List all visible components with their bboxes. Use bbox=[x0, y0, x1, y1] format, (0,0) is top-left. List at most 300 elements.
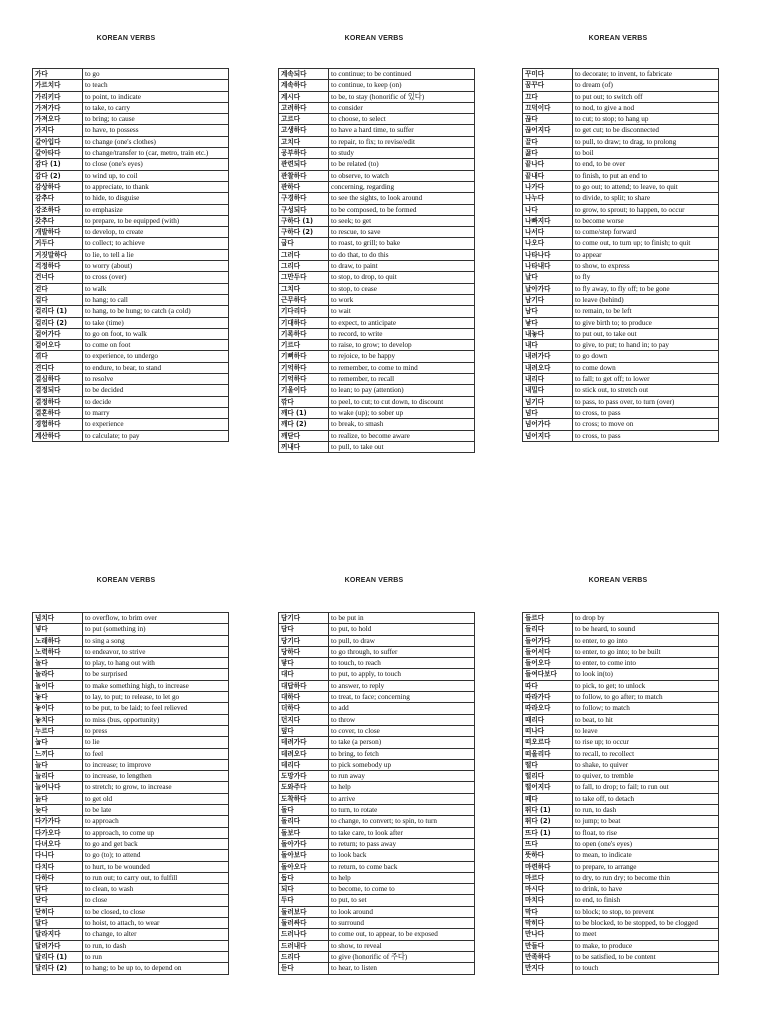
table-row bbox=[279, 261, 475, 272]
panel-6 bbox=[522, 574, 714, 1024]
table-row bbox=[33, 351, 229, 362]
korean-verb: 내밀다 bbox=[523, 385, 573, 396]
table-row bbox=[523, 646, 719, 657]
table-row bbox=[33, 102, 229, 113]
table-row bbox=[279, 407, 475, 418]
table-row bbox=[33, 838, 229, 849]
korean-verb: 놓치다 bbox=[33, 714, 83, 725]
english-meaning: to make, to produce bbox=[573, 940, 719, 951]
table-row bbox=[33, 635, 229, 646]
english-meaning: to hang; to be up to, to depend on bbox=[83, 963, 229, 974]
english-meaning: to endure, to bear, to stand bbox=[83, 362, 229, 373]
english-meaning: to be surprised bbox=[83, 669, 229, 680]
table-row bbox=[523, 204, 719, 215]
korean-verb: 그만두다 bbox=[279, 272, 329, 283]
table-row bbox=[33, 294, 229, 305]
english-meaning: to prepare, to be equipped (with) bbox=[83, 215, 229, 226]
korean-verb: 감추다 bbox=[33, 193, 83, 204]
korean-verb: 기르다 bbox=[279, 340, 329, 351]
korean-verb: 감다 (2) bbox=[33, 170, 83, 181]
table-row bbox=[279, 680, 475, 691]
table-row bbox=[279, 940, 475, 951]
korean-verb: 걸리다 (1) bbox=[33, 306, 83, 317]
korean-verb: 도와주다 bbox=[279, 782, 329, 793]
korean-verb: 거두다 bbox=[33, 238, 83, 249]
korean-verb: 나빠지다 bbox=[523, 215, 573, 226]
table-row bbox=[279, 283, 475, 294]
table-row bbox=[33, 385, 229, 396]
table-row bbox=[279, 737, 475, 748]
korean-verb: 그치다 bbox=[279, 283, 329, 294]
english-meaning: to remember, to recall bbox=[329, 374, 475, 385]
korean-verb: 늦다 bbox=[33, 805, 83, 816]
english-meaning: to rescue, to save bbox=[329, 227, 475, 238]
english-meaning: to grow, to sprout; to happen, to occur bbox=[573, 204, 719, 215]
korean-verb: 따라가다 bbox=[523, 692, 573, 703]
korean-verb: 걸어가다 bbox=[33, 328, 83, 339]
english-meaning: to nod, to give a nod bbox=[573, 102, 719, 113]
english-meaning: to meet bbox=[573, 929, 719, 940]
english-meaning: to put out; to switch off bbox=[573, 91, 719, 102]
korean-verb: 나다 bbox=[523, 204, 573, 215]
english-meaning: to be composed, to be formed bbox=[329, 204, 475, 215]
english-meaning: to look in(to) bbox=[573, 669, 719, 680]
korean-verb: 기억하다 bbox=[279, 362, 329, 373]
table-row bbox=[33, 136, 229, 147]
english-meaning: to come on foot bbox=[83, 340, 229, 351]
table-row bbox=[523, 80, 719, 91]
english-meaning: to dry, to run dry; to become thin bbox=[573, 872, 719, 883]
table-row bbox=[523, 918, 719, 929]
table-row bbox=[279, 918, 475, 929]
table-row bbox=[279, 805, 475, 816]
table-row bbox=[279, 204, 475, 215]
korean-verb: 데려오다 bbox=[279, 748, 329, 759]
table-row bbox=[279, 816, 475, 827]
korean-verb: 가져가다 bbox=[33, 102, 83, 113]
table-row bbox=[279, 374, 475, 385]
english-meaning: to work bbox=[329, 294, 475, 305]
table-row bbox=[523, 102, 719, 113]
korean-verb: 결정하다 bbox=[33, 396, 83, 407]
english-meaning: to enter, to go into bbox=[573, 635, 719, 646]
korean-verb: 날다 bbox=[523, 272, 573, 283]
table-row bbox=[279, 725, 475, 736]
korean-verb: 데리다 bbox=[279, 759, 329, 770]
table-row bbox=[279, 613, 475, 624]
english-meaning: to wake (up); to sober up bbox=[329, 407, 475, 418]
english-meaning: to hang; to call bbox=[83, 294, 229, 305]
table-row bbox=[33, 430, 229, 441]
english-meaning: to have, to possess bbox=[83, 125, 229, 136]
korean-verb: 기록하다 bbox=[279, 328, 329, 339]
table-row bbox=[279, 91, 475, 102]
english-meaning: to lie, to tell a lie bbox=[83, 249, 229, 260]
english-meaning: to be heard, to sound bbox=[573, 624, 719, 635]
korean-verb: 꿈꾸다 bbox=[523, 80, 573, 91]
table-row bbox=[523, 340, 719, 351]
korean-verb: 고치다 bbox=[279, 136, 329, 147]
table-row bbox=[279, 80, 475, 91]
table-row bbox=[33, 181, 229, 192]
korean-verb: 겪다 bbox=[33, 351, 83, 362]
table-row bbox=[33, 737, 229, 748]
english-meaning: to take off, to detach bbox=[573, 793, 719, 804]
english-meaning: to go through, to suffer bbox=[329, 646, 475, 657]
table-row bbox=[523, 215, 719, 226]
korean-verb: 들어오다 bbox=[523, 658, 573, 669]
korean-verb: 걷다 bbox=[33, 283, 83, 294]
korean-verb: 놀다 bbox=[33, 658, 83, 669]
korean-verb: 그리다 bbox=[279, 261, 329, 272]
korean-verb: 남기다 bbox=[523, 294, 573, 305]
table-row bbox=[523, 407, 719, 418]
english-meaning: to become worse bbox=[573, 215, 719, 226]
table-row bbox=[279, 884, 475, 895]
english-meaning: to drink, to have bbox=[573, 884, 719, 895]
korean-verb: 가지다 bbox=[33, 125, 83, 136]
korean-verb: 강조하다 bbox=[33, 204, 83, 215]
table-row bbox=[33, 963, 229, 974]
korean-verb: 떠올리다 bbox=[523, 748, 573, 759]
korean-verb: 근무하다 bbox=[279, 294, 329, 305]
table-row bbox=[523, 951, 719, 962]
english-meaning: to stop, to cease bbox=[329, 283, 475, 294]
english-meaning: to roast, to grill; to bake bbox=[329, 238, 475, 249]
table-row bbox=[523, 419, 719, 430]
table-row bbox=[523, 193, 719, 204]
english-meaning: to run out; to carry out, to fulfill bbox=[83, 872, 229, 883]
english-meaning: to consider bbox=[329, 102, 475, 113]
table-row bbox=[523, 385, 719, 396]
korean-verb: 깨다 (1) bbox=[279, 407, 329, 418]
english-meaning: to rise up; to occur bbox=[573, 737, 719, 748]
panel-4 bbox=[32, 574, 220, 1024]
korean-verb: 끝나다 bbox=[523, 159, 573, 170]
english-meaning: to marry bbox=[83, 407, 229, 418]
korean-verb: 내려오다 bbox=[523, 362, 573, 373]
korean-verb: 뜻하다 bbox=[523, 850, 573, 861]
korean-verb: 그러다 bbox=[279, 249, 329, 260]
korean-verb: 드리다 bbox=[279, 951, 329, 962]
table-row bbox=[33, 204, 229, 215]
table-row bbox=[279, 215, 475, 226]
korean-verb: 담기다 bbox=[279, 613, 329, 624]
table-row bbox=[523, 261, 719, 272]
korean-verb: 다녀오다 bbox=[33, 838, 83, 849]
english-meaning: to give (honorific of 주다) bbox=[329, 951, 475, 962]
korean-verb: 가져오다 bbox=[33, 114, 83, 125]
table-row bbox=[523, 635, 719, 646]
english-meaning: to take (time) bbox=[83, 317, 229, 328]
table-row bbox=[523, 906, 719, 917]
english-meaning: to approach, to come up bbox=[83, 827, 229, 838]
table-row bbox=[33, 827, 229, 838]
english-meaning: to cover, to close bbox=[329, 725, 475, 736]
korean-verb: 따라오다 bbox=[523, 703, 573, 714]
table-row bbox=[523, 838, 719, 849]
korean-verb: 기다리다 bbox=[279, 306, 329, 317]
table-row bbox=[33, 816, 229, 827]
table-row bbox=[33, 929, 229, 940]
korean-verb: 던지다 bbox=[279, 714, 329, 725]
english-meaning: to press bbox=[83, 725, 229, 736]
english-meaning: to enter, to go into; to be built bbox=[573, 646, 719, 657]
korean-verb: 다가가다 bbox=[33, 816, 83, 827]
table-row bbox=[279, 351, 475, 362]
english-meaning: to repair, to fix; to revise/edit bbox=[329, 136, 475, 147]
english-meaning: to arrive bbox=[329, 793, 475, 804]
table-row bbox=[279, 895, 475, 906]
english-meaning: to add bbox=[329, 703, 475, 714]
table-row bbox=[33, 850, 229, 861]
korean-verb: 다가오다 bbox=[33, 827, 83, 838]
table-row bbox=[279, 249, 475, 260]
korean-verb: 낳다 bbox=[523, 317, 573, 328]
panel-5 bbox=[278, 574, 470, 1024]
english-meaning: to be satisfied, to be content bbox=[573, 951, 719, 962]
table-row bbox=[523, 940, 719, 951]
korean-verb: 내다 bbox=[523, 340, 573, 351]
table-row bbox=[523, 929, 719, 940]
english-meaning: to peel, to cut; to cut down, to discount bbox=[329, 396, 475, 407]
table-row bbox=[33, 317, 229, 328]
english-meaning: to divide, to split; to share bbox=[573, 193, 719, 204]
korean-verb: 당하다 bbox=[279, 646, 329, 657]
korean-verb: 마치다 bbox=[523, 895, 573, 906]
table-row bbox=[523, 294, 719, 305]
korean-verb: 넘기다 bbox=[523, 396, 573, 407]
table-row bbox=[279, 771, 475, 782]
table-row bbox=[279, 624, 475, 635]
table-row bbox=[33, 227, 229, 238]
table-row bbox=[279, 272, 475, 283]
table-row bbox=[523, 850, 719, 861]
korean-verb: 달다 bbox=[33, 918, 83, 929]
table-row bbox=[523, 362, 719, 373]
korean-verb: 들여다보다 bbox=[523, 669, 573, 680]
english-meaning: to break, to smash bbox=[329, 419, 475, 430]
korean-verb: 결정되다 bbox=[33, 385, 83, 396]
korean-verb: 만들다 bbox=[523, 940, 573, 951]
korean-verb: 끊다 bbox=[523, 114, 573, 125]
english-meaning: to float, to rise bbox=[573, 827, 719, 838]
korean-verb: 놓다 bbox=[33, 692, 83, 703]
english-meaning: to boil bbox=[573, 148, 719, 159]
table-row bbox=[279, 193, 475, 204]
table-row bbox=[33, 725, 229, 736]
english-meaning: to increase, to lengthen bbox=[83, 771, 229, 782]
english-meaning: to come out, to appear, to be exposed bbox=[329, 929, 475, 940]
english-meaning: to pull, to draw; to drag, to prolong bbox=[573, 136, 719, 147]
korean-verb: 끄덕이다 bbox=[523, 102, 573, 113]
table-row bbox=[279, 872, 475, 883]
english-meaning: to run bbox=[83, 951, 229, 962]
korean-verb: 관하다 bbox=[279, 181, 329, 192]
table-row bbox=[523, 170, 719, 181]
english-meaning: to be blocked, to be stopped, to be clogged bbox=[573, 918, 719, 929]
table-row bbox=[33, 91, 229, 102]
english-meaning: to realize, to become aware bbox=[329, 430, 475, 441]
korean-verb: 도착하다 bbox=[279, 793, 329, 804]
verb-table bbox=[32, 68, 229, 442]
english-meaning: to cross, to pass bbox=[573, 430, 719, 441]
english-meaning: to show, to reveal bbox=[329, 940, 475, 951]
english-meaning: to rejoice, to be happy bbox=[329, 351, 475, 362]
korean-verb: 마르다 bbox=[523, 872, 573, 883]
table-row bbox=[279, 861, 475, 872]
english-meaning: to become, to come to bbox=[329, 884, 475, 895]
korean-verb: 나서다 bbox=[523, 227, 573, 238]
english-meaning: to take (a person) bbox=[329, 737, 475, 748]
english-meaning: to fall; to get off; to lower bbox=[573, 374, 719, 385]
english-meaning: to continue; to be continued bbox=[329, 69, 475, 80]
english-meaning: to approach bbox=[83, 816, 229, 827]
korean-verb: 계속하다 bbox=[279, 80, 329, 91]
korean-verb: 넣다 bbox=[33, 624, 83, 635]
table-row bbox=[33, 148, 229, 159]
table-row bbox=[279, 793, 475, 804]
english-meaning: to take, to carry bbox=[83, 102, 229, 113]
english-meaning: to dream (of) bbox=[573, 80, 719, 91]
korean-verb: 느끼다 bbox=[33, 748, 83, 759]
korean-verb: 대하다 bbox=[279, 692, 329, 703]
table-row bbox=[279, 328, 475, 339]
english-meaning: to show, to express bbox=[573, 261, 719, 272]
english-meaning: to give, to put; to hand in; to pay bbox=[573, 340, 719, 351]
korean-verb: 돌아가다 bbox=[279, 838, 329, 849]
english-meaning: to block; to stop, to prevent bbox=[573, 906, 719, 917]
english-meaning: to feel bbox=[83, 748, 229, 759]
english-meaning: to hide, to disguise bbox=[83, 193, 229, 204]
korean-verb: 감다 (1) bbox=[33, 159, 83, 170]
table-row bbox=[33, 624, 229, 635]
table-row bbox=[33, 669, 229, 680]
korean-verb: 기울이다 bbox=[279, 385, 329, 396]
verb-table bbox=[522, 68, 719, 442]
table-row bbox=[279, 951, 475, 962]
korean-verb: 따다 bbox=[523, 680, 573, 691]
korean-verb: 돕다 bbox=[279, 872, 329, 883]
english-meaning: to come out, to turn up; to finish; to quit bbox=[573, 238, 719, 249]
table-row bbox=[33, 362, 229, 373]
verb-table bbox=[278, 68, 475, 453]
table-row bbox=[523, 430, 719, 441]
english-meaning: to drop by bbox=[573, 613, 719, 624]
english-meaning: to follow; to match bbox=[573, 703, 719, 714]
korean-verb: 떨리다 bbox=[523, 771, 573, 782]
english-meaning: to lean; to pay (attention) bbox=[329, 385, 475, 396]
table-row bbox=[279, 646, 475, 657]
english-meaning: to fly away, to fly off; to be gone bbox=[573, 283, 719, 294]
korean-verb: 끝내다 bbox=[523, 170, 573, 181]
korean-verb: 내리다 bbox=[523, 374, 573, 385]
korean-verb: 눕다 bbox=[33, 737, 83, 748]
table-row bbox=[279, 850, 475, 861]
verb-table bbox=[278, 612, 475, 975]
english-meaning: to follow, to go after; to match bbox=[573, 692, 719, 703]
korean-verb: 떼다 bbox=[523, 793, 573, 804]
english-meaning: to end, to be over bbox=[573, 159, 719, 170]
table-row bbox=[523, 725, 719, 736]
korean-verb: 드러나다 bbox=[279, 929, 329, 940]
english-meaning: to stick out, to stretch out bbox=[573, 385, 719, 396]
english-meaning: to endeavor, to strive bbox=[83, 646, 229, 657]
english-meaning: to hurt, to be wounded bbox=[83, 861, 229, 872]
english-meaning: to choose, to select bbox=[329, 114, 475, 125]
english-meaning: to go down bbox=[573, 351, 719, 362]
korean-verb: 고르다 bbox=[279, 114, 329, 125]
table-row bbox=[523, 872, 719, 883]
english-meaning: to stretch; to grow, to increase bbox=[83, 782, 229, 793]
korean-verb: 끊어지다 bbox=[523, 125, 573, 136]
table-row bbox=[33, 703, 229, 714]
table-row bbox=[523, 759, 719, 770]
english-meaning: to go out; to attend; to leave, to quit bbox=[573, 181, 719, 192]
english-meaning: to emphasize bbox=[83, 204, 229, 215]
english-meaning: to pass, to pass over, to turn (over) bbox=[573, 396, 719, 407]
table-row bbox=[33, 374, 229, 385]
table-row bbox=[523, 159, 719, 170]
english-meaning: to put, to set bbox=[329, 895, 475, 906]
korean-verb: 끄다 bbox=[523, 91, 573, 102]
english-meaning: to beat, to hit bbox=[573, 714, 719, 725]
table-row bbox=[523, 306, 719, 317]
korean-verb: 계시다 bbox=[279, 91, 329, 102]
english-meaning: to sing a song bbox=[83, 635, 229, 646]
english-meaning: to cut; to stop; to hang up bbox=[573, 114, 719, 125]
table-row bbox=[33, 680, 229, 691]
table-row bbox=[33, 283, 229, 294]
verb-table bbox=[32, 612, 229, 975]
table-row bbox=[33, 69, 229, 80]
korean-verb: 노래하다 bbox=[33, 635, 83, 646]
english-meaning: to surround bbox=[329, 918, 475, 929]
english-meaning: to help bbox=[329, 872, 475, 883]
english-meaning: to study bbox=[329, 148, 475, 159]
korean-verb: 남다 bbox=[523, 306, 573, 317]
table-row bbox=[33, 238, 229, 249]
table-row bbox=[523, 827, 719, 838]
korean-verb: 가리키다 bbox=[33, 91, 83, 102]
korean-verb: 달리다 (2) bbox=[33, 963, 83, 974]
table-row bbox=[523, 782, 719, 793]
korean-verb: 들르다 bbox=[523, 613, 573, 624]
english-meaning: to wait bbox=[329, 306, 475, 317]
korean-verb: 넘어가다 bbox=[523, 419, 573, 430]
table-row bbox=[279, 838, 475, 849]
english-meaning: to come/step forward bbox=[573, 227, 719, 238]
english-meaning: to prepare, to arrange bbox=[573, 861, 719, 872]
panel-title: KOREAN VERBS bbox=[344, 577, 404, 584]
table-row bbox=[523, 669, 719, 680]
panel-title: KOREAN VERBS bbox=[588, 577, 648, 584]
korean-verb: 뜨다 bbox=[523, 838, 573, 849]
table-row bbox=[33, 872, 229, 883]
korean-verb: 달라지다 bbox=[33, 929, 83, 940]
english-meaning: to go and get back bbox=[83, 838, 229, 849]
korean-verb: 공부하다 bbox=[279, 148, 329, 159]
english-meaning: to miss (bus, opportunity) bbox=[83, 714, 229, 725]
table-row bbox=[523, 328, 719, 339]
table-row bbox=[279, 635, 475, 646]
english-meaning: to lie bbox=[83, 737, 229, 748]
table-row bbox=[279, 963, 475, 974]
korean-verb: 고려하다 bbox=[279, 102, 329, 113]
table-row bbox=[33, 193, 229, 204]
english-meaning: to remain, to be left bbox=[573, 306, 719, 317]
korean-verb: 떨어지다 bbox=[523, 782, 573, 793]
